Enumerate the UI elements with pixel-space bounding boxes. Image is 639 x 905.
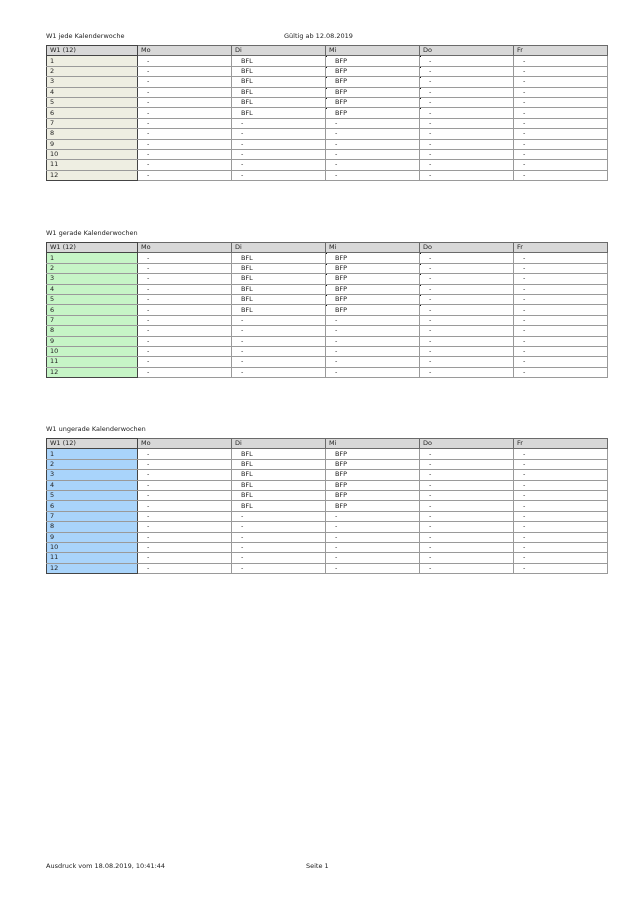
- table-cell[interactable]: BFP: [325, 501, 419, 511]
- table-cell[interactable]: -: [137, 326, 231, 336]
- table-cell[interactable]: BFP: [325, 480, 419, 490]
- table-cell[interactable]: -: [513, 129, 607, 139]
- table-cell[interactable]: -: [137, 532, 231, 542]
- period-label[interactable]: 6: [47, 501, 138, 511]
- table-cell[interactable]: -: [231, 129, 325, 139]
- table-cell[interactable]: BFL: [231, 263, 325, 273]
- table-cell[interactable]: -: [513, 522, 607, 532]
- period-label[interactable]: 5: [47, 97, 138, 107]
- table-row: [47, 263, 608, 273]
- table-cell[interactable]: -: [419, 253, 513, 263]
- table-cell[interactable]: -: [231, 170, 325, 180]
- table-cell[interactable]: -: [137, 542, 231, 552]
- table-cell[interactable]: -: [419, 459, 513, 469]
- table-row: [47, 449, 608, 459]
- period-label[interactable]: 8: [47, 522, 138, 532]
- day-header: Do: [419, 46, 513, 56]
- table-cell[interactable]: -: [231, 553, 325, 563]
- period-label[interactable]: 3: [47, 274, 138, 284]
- table-cell[interactable]: -: [231, 139, 325, 149]
- table-cell[interactable]: -: [325, 129, 419, 139]
- table-cell[interactable]: -: [513, 501, 607, 511]
- table-row: [47, 294, 608, 304]
- day-header: Di: [231, 439, 325, 449]
- table-cell[interactable]: -: [419, 139, 513, 149]
- section-title: W1 gerade Kalenderwochen: [46, 229, 138, 237]
- table-cell[interactable]: -: [419, 501, 513, 511]
- table-cell[interactable]: -: [231, 357, 325, 367]
- table-cell[interactable]: -: [137, 97, 231, 107]
- table-cell[interactable]: -: [513, 532, 607, 542]
- table-cell[interactable]: BFP: [325, 449, 419, 459]
- day-header: Mo: [137, 243, 231, 253]
- table-cell[interactable]: -: [137, 66, 231, 76]
- table-cell[interactable]: -: [513, 480, 607, 490]
- table-cell[interactable]: -: [419, 87, 513, 97]
- group-header: W1 (12): [47, 243, 138, 253]
- table-cell[interactable]: -: [325, 357, 419, 367]
- table-cell[interactable]: -: [513, 357, 607, 367]
- period-label[interactable]: 8: [47, 326, 138, 336]
- day-header: Mo: [137, 439, 231, 449]
- table-cell[interactable]: -: [513, 170, 607, 180]
- period-label[interactable]: 3: [47, 77, 138, 87]
- table-cell[interactable]: -: [231, 336, 325, 346]
- table-cell[interactable]: -: [137, 480, 231, 490]
- table-cell[interactable]: BFL: [231, 77, 325, 87]
- table-cell[interactable]: -: [137, 160, 231, 170]
- table-cell[interactable]: -: [419, 480, 513, 490]
- table-cell[interactable]: -: [325, 367, 419, 377]
- table-cell[interactable]: -: [137, 367, 231, 377]
- period-label[interactable]: 7: [47, 118, 138, 128]
- table-row: [47, 357, 608, 367]
- header-row: [47, 243, 608, 253]
- table-cell[interactable]: -: [419, 542, 513, 552]
- table-cell[interactable]: -: [231, 160, 325, 170]
- timetable: [46, 438, 608, 574]
- table-cell[interactable]: -: [325, 326, 419, 336]
- table-row: [47, 118, 608, 128]
- table-cell[interactable]: -: [137, 305, 231, 315]
- table-cell[interactable]: -: [513, 511, 607, 521]
- table-cell[interactable]: BFP: [325, 108, 419, 118]
- header-row: [47, 46, 608, 56]
- table-cell[interactable]: -: [513, 553, 607, 563]
- table-row: [47, 56, 608, 66]
- table-cell[interactable]: -: [513, 336, 607, 346]
- table-cell[interactable]: BFP: [325, 77, 419, 87]
- table-cell[interactable]: -: [137, 139, 231, 149]
- table-cell[interactable]: -: [419, 108, 513, 118]
- table-cell[interactable]: BFP: [325, 294, 419, 304]
- table-cell[interactable]: -: [419, 490, 513, 500]
- period-label[interactable]: 10: [47, 542, 138, 552]
- table-cell[interactable]: BFL: [231, 501, 325, 511]
- table-cell[interactable]: BFL: [231, 108, 325, 118]
- table-cell[interactable]: -: [137, 449, 231, 459]
- period-label[interactable]: 2: [47, 263, 138, 273]
- table-row: [47, 139, 608, 149]
- table-cell[interactable]: BFP: [325, 263, 419, 273]
- table-cell[interactable]: -: [137, 118, 231, 128]
- table-row: [47, 511, 608, 521]
- table-cell[interactable]: -: [137, 253, 231, 263]
- table-cell[interactable]: BFP: [325, 459, 419, 469]
- timetable: [46, 242, 608, 378]
- table-cell[interactable]: BFP: [325, 274, 419, 284]
- table-cell[interactable]: -: [325, 563, 419, 573]
- table-cell[interactable]: -: [325, 522, 419, 532]
- period-label[interactable]: 6: [47, 305, 138, 315]
- table-cell[interactable]: -: [137, 522, 231, 532]
- table-cell[interactable]: -: [419, 56, 513, 66]
- table-row: [47, 77, 608, 87]
- table-cell[interactable]: -: [419, 77, 513, 87]
- table-cell[interactable]: -: [325, 553, 419, 563]
- table-row: [47, 284, 608, 294]
- table-cell[interactable]: BFL: [231, 253, 325, 263]
- period-label[interactable]: 11: [47, 160, 138, 170]
- table-cell[interactable]: BFL: [231, 449, 325, 459]
- table-cell[interactable]: -: [231, 315, 325, 325]
- table-cell[interactable]: -: [513, 149, 607, 159]
- table-cell[interactable]: -: [419, 118, 513, 128]
- table-row: [47, 522, 608, 532]
- table-cell[interactable]: -: [231, 118, 325, 128]
- table-cell[interactable]: -: [231, 346, 325, 356]
- table-cell[interactable]: -: [419, 511, 513, 521]
- table-cell[interactable]: -: [513, 459, 607, 469]
- table-cell[interactable]: -: [231, 563, 325, 573]
- table-cell[interactable]: -: [137, 511, 231, 521]
- table-cell[interactable]: BFP: [325, 305, 419, 315]
- table-cell[interactable]: BFL: [231, 459, 325, 469]
- table-cell[interactable]: -: [137, 129, 231, 139]
- table-cell[interactable]: -: [419, 274, 513, 284]
- table-cell[interactable]: -: [137, 563, 231, 573]
- table-cell[interactable]: -: [419, 470, 513, 480]
- table-row: [47, 305, 608, 315]
- table-row: [47, 553, 608, 563]
- table-cell[interactable]: BFP: [325, 97, 419, 107]
- table-cell[interactable]: -: [231, 511, 325, 521]
- table-cell[interactable]: -: [137, 346, 231, 356]
- table-cell[interactable]: -: [513, 470, 607, 480]
- timetable: [46, 45, 608, 181]
- table-row: [47, 501, 608, 511]
- table-cell[interactable]: BFL: [231, 480, 325, 490]
- day-header: Mi: [325, 243, 419, 253]
- table-cell[interactable]: -: [513, 315, 607, 325]
- table-row: [47, 480, 608, 490]
- table-cell[interactable]: -: [137, 553, 231, 563]
- period-label[interactable]: 5: [47, 490, 138, 500]
- table-cell[interactable]: -: [325, 336, 419, 346]
- table-cell[interactable]: BFL: [231, 66, 325, 76]
- table-cell[interactable]: -: [137, 77, 231, 87]
- table-row: [47, 459, 608, 469]
- table-cell[interactable]: -: [137, 315, 231, 325]
- table-cell[interactable]: -: [137, 490, 231, 500]
- day-header: Di: [231, 46, 325, 56]
- table-row: [47, 326, 608, 336]
- table-cell[interactable]: -: [419, 367, 513, 377]
- table-cell[interactable]: -: [325, 149, 419, 159]
- table-cell[interactable]: -: [419, 149, 513, 159]
- table-cell[interactable]: BFL: [231, 97, 325, 107]
- table-cell[interactable]: -: [231, 522, 325, 532]
- table-cell[interactable]: BFP: [325, 66, 419, 76]
- table-cell[interactable]: -: [419, 263, 513, 273]
- table-cell[interactable]: -: [513, 160, 607, 170]
- print-timestamp: Ausdruck vom 18.08.2019, 10:41:44: [46, 862, 166, 870]
- day-header: Di: [231, 243, 325, 253]
- period-label[interactable]: 11: [47, 357, 138, 367]
- table-cell[interactable]: -: [419, 160, 513, 170]
- table-row: [47, 149, 608, 159]
- group-header: W1 (12): [47, 439, 138, 449]
- period-label[interactable]: 4: [47, 87, 138, 97]
- table-row: [47, 253, 608, 263]
- table-cell[interactable]: BFL: [231, 87, 325, 97]
- period-label[interactable]: 2: [47, 459, 138, 469]
- period-label[interactable]: 12: [47, 170, 138, 180]
- table-cell[interactable]: -: [419, 284, 513, 294]
- period-label[interactable]: 5: [47, 294, 138, 304]
- day-header: Do: [419, 439, 513, 449]
- table-cell[interactable]: -: [513, 542, 607, 552]
- period-label[interactable]: 7: [47, 511, 138, 521]
- table-cell[interactable]: -: [325, 542, 419, 552]
- table-cell[interactable]: -: [137, 357, 231, 367]
- table-cell[interactable]: -: [513, 449, 607, 459]
- period-label[interactable]: 2: [47, 66, 138, 76]
- table-cell[interactable]: -: [419, 66, 513, 76]
- period-label[interactable]: 6: [47, 108, 138, 118]
- table-row: [47, 87, 608, 97]
- day-header: Fr: [513, 243, 607, 253]
- table-cell[interactable]: BFL: [231, 305, 325, 315]
- period-label[interactable]: 12: [47, 563, 138, 573]
- table-cell[interactable]: BFP: [325, 253, 419, 263]
- period-label[interactable]: 9: [47, 336, 138, 346]
- table-cell[interactable]: -: [231, 149, 325, 159]
- table-cell[interactable]: -: [513, 87, 607, 97]
- table-cell[interactable]: -: [419, 449, 513, 459]
- table-cell[interactable]: -: [419, 129, 513, 139]
- table-cell[interactable]: -: [419, 97, 513, 107]
- table-row: [47, 563, 608, 573]
- period-label[interactable]: 7: [47, 315, 138, 325]
- table-row: [47, 542, 608, 552]
- table-row: [47, 470, 608, 480]
- table-cell[interactable]: -: [137, 170, 231, 180]
- header-row: [47, 439, 608, 449]
- table-cell[interactable]: -: [513, 294, 607, 304]
- table-row: [47, 274, 608, 284]
- table-row: [47, 315, 608, 325]
- group-header: W1 (12): [47, 46, 138, 56]
- table-cell[interactable]: -: [419, 294, 513, 304]
- table-cell[interactable]: -: [419, 336, 513, 346]
- table-cell[interactable]: -: [325, 532, 419, 542]
- table-cell[interactable]: -: [231, 326, 325, 336]
- table-cell[interactable]: BFP: [325, 56, 419, 66]
- day-header: Mo: [137, 46, 231, 56]
- day-header: Mi: [325, 46, 419, 56]
- table-cell[interactable]: -: [419, 326, 513, 336]
- table-cell[interactable]: -: [513, 253, 607, 263]
- table-cell[interactable]: -: [513, 305, 607, 315]
- period-label[interactable]: 3: [47, 470, 138, 480]
- page-title: W1 jede Kalenderwoche: [46, 32, 125, 40]
- table-cell[interactable]: -: [513, 139, 607, 149]
- table-cell[interactable]: BFP: [325, 284, 419, 294]
- table-cell[interactable]: -: [419, 563, 513, 573]
- day-header: Fr: [513, 46, 607, 56]
- table-cell[interactable]: -: [513, 346, 607, 356]
- table-cell[interactable]: -: [419, 170, 513, 180]
- table-cell[interactable]: -: [137, 263, 231, 273]
- table-cell[interactable]: -: [513, 490, 607, 500]
- period-label[interactable]: 11: [47, 553, 138, 563]
- table-cell[interactable]: -: [137, 274, 231, 284]
- table-cell[interactable]: -: [325, 139, 419, 149]
- table-cell[interactable]: -: [513, 56, 607, 66]
- table-cell[interactable]: -: [137, 87, 231, 97]
- table-cell[interactable]: -: [513, 326, 607, 336]
- table-row: [47, 108, 608, 118]
- period-label[interactable]: 1: [47, 56, 138, 66]
- table-cell[interactable]: BFP: [325, 470, 419, 480]
- table-cell[interactable]: -: [513, 118, 607, 128]
- period-label[interactable]: 12: [47, 367, 138, 377]
- period-label[interactable]: 10: [47, 346, 138, 356]
- table-cell[interactable]: BFP: [325, 87, 419, 97]
- table-cell[interactable]: -: [137, 149, 231, 159]
- period-label[interactable]: 4: [47, 284, 138, 294]
- table-cell[interactable]: -: [419, 553, 513, 563]
- table-row: [47, 367, 608, 377]
- period-label[interactable]: 9: [47, 139, 138, 149]
- table-cell[interactable]: -: [513, 108, 607, 118]
- table-cell[interactable]: BFL: [231, 274, 325, 284]
- table-cell[interactable]: BFL: [231, 56, 325, 66]
- table-cell[interactable]: -: [137, 459, 231, 469]
- table-cell[interactable]: -: [137, 108, 231, 118]
- table-row: [47, 336, 608, 346]
- table-cell[interactable]: -: [513, 97, 607, 107]
- table-cell[interactable]: -: [325, 315, 419, 325]
- table-cell[interactable]: -: [419, 315, 513, 325]
- table-cell[interactable]: -: [513, 367, 607, 377]
- period-label[interactable]: 1: [47, 449, 138, 459]
- table-cell[interactable]: BFL: [231, 470, 325, 480]
- table-cell[interactable]: -: [419, 346, 513, 356]
- table-cell[interactable]: -: [513, 66, 607, 76]
- table-cell[interactable]: BFL: [231, 294, 325, 304]
- valid-from-label: Gültig ab 12.08.2019: [284, 32, 353, 40]
- table-cell[interactable]: BFL: [231, 490, 325, 500]
- table-cell[interactable]: -: [513, 263, 607, 273]
- table-cell[interactable]: -: [137, 284, 231, 294]
- table-cell[interactable]: -: [231, 542, 325, 552]
- table-row: [47, 129, 608, 139]
- table-cell[interactable]: -: [231, 367, 325, 377]
- table-row: [47, 490, 608, 500]
- day-header: Do: [419, 243, 513, 253]
- section-title: W1 ungerade Kalenderwochen: [46, 425, 146, 433]
- period-label[interactable]: 9: [47, 532, 138, 542]
- table-row: [47, 66, 608, 76]
- table-cell[interactable]: -: [513, 274, 607, 284]
- table-cell[interactable]: -: [137, 56, 231, 66]
- page-header: [46, 32, 606, 42]
- table-cell[interactable]: -: [325, 170, 419, 180]
- table-cell[interactable]: -: [325, 511, 419, 521]
- table-cell[interactable]: -: [137, 501, 231, 511]
- period-label[interactable]: 10: [47, 149, 138, 159]
- table-row: [47, 160, 608, 170]
- table-row: [47, 170, 608, 180]
- table-cell[interactable]: -: [419, 357, 513, 367]
- table-cell[interactable]: -: [137, 294, 231, 304]
- table-cell[interactable]: -: [325, 118, 419, 128]
- day-header: Fr: [513, 439, 607, 449]
- table-row: [47, 532, 608, 542]
- table-row: [47, 97, 608, 107]
- table-cell[interactable]: -: [325, 346, 419, 356]
- period-label[interactable]: 4: [47, 480, 138, 490]
- table-cell[interactable]: -: [231, 532, 325, 542]
- day-header: Mi: [325, 439, 419, 449]
- page-footer: [46, 862, 606, 872]
- table-cell[interactable]: -: [513, 77, 607, 87]
- table-cell[interactable]: BFP: [325, 490, 419, 500]
- table-cell[interactable]: -: [513, 563, 607, 573]
- table-cell[interactable]: -: [137, 470, 231, 480]
- table-cell[interactable]: -: [325, 160, 419, 170]
- table-cell[interactable]: -: [419, 532, 513, 542]
- period-label[interactable]: 8: [47, 129, 138, 139]
- table-cell[interactable]: -: [419, 305, 513, 315]
- table-cell[interactable]: -: [137, 336, 231, 346]
- table-cell[interactable]: -: [419, 522, 513, 532]
- table-row: [47, 346, 608, 356]
- period-label[interactable]: 1: [47, 253, 138, 263]
- page-number: Seite 1: [306, 862, 329, 870]
- table-cell[interactable]: -: [513, 284, 607, 294]
- table-cell[interactable]: BFL: [231, 284, 325, 294]
